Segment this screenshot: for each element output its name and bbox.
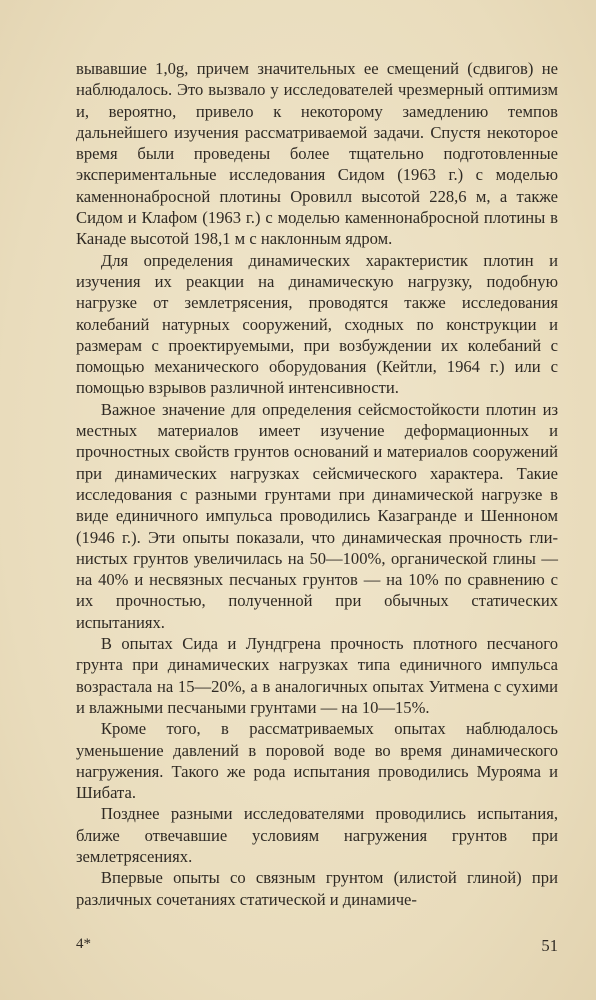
- page-footer: [76, 936, 558, 956]
- paragraph-3: Важное значение для определения сейсмостойкости плотин из местных материалов имеет изучение деформационных и прочностных свойств грунтов оснований и материалов сооружений при динамических нагрузках сейсмического характера. Такие исследования с разными грунтами при динамической нагрузке в виде единичного импульса проводились Казагранде и Шенноном (1946 г.). Эти опыты показали, что динамическая прочность глинистых грунтов увеличилась на 50—100%, органической глины — на 40% и несвязных песчаных грунтов — на 10% по сравнению с их прочностью, полученной при обычных статических испытаниях.: [76, 399, 558, 632]
- paragraph-7: Впервые опыты со связным грунтом (илистой глиной) при различных сочетаниях статической и динамиче-: [76, 868, 558, 909]
- page-number: 51: [541, 936, 558, 955]
- paragraph-4: В опытах Сида и Лундгрена прочность плотного песчаного грунта при динамических нагрузках типа единичного импульса возрастала на 15—20%, а в аналогичных опытах Уитмена с сухими и влажными песчаными грунтами — на 10—15%.: [76, 634, 558, 717]
- signature-mark: 4*: [76, 936, 91, 952]
- page-body: [76, 58, 558, 910]
- paragraph-6: Позднее разными исследователями проводились испытания, ближе отвечавшие условиям нагружения грунтов при землетрясениях.: [76, 804, 558, 866]
- paragraph-2: Для определения динамических характеристик плотин и изучения их реакции на динамическую нагрузку, подобную нагрузке от землетрясения, проводятся также исследования колебаний натурных сооружений, сходных по конструкции и размерам с проектируемыми, при возбуждении их колебаний с помощью механического оборудования (Кейтли, 1964 г.) или с помощью взрывов различной интенсивности.: [76, 250, 558, 398]
- paragraph-5: Кроме того, в рассматриваемых опытах наблюдалось уменьшение давлений в поровой воде во время динамического нагружения. Такого же рода испытания проводились Муроямa и Шибата.: [76, 719, 558, 803]
- paragraph-1: вывавшие 1,0g, причем значительных ее смещений (сдвигов) не наблюдалось. Это вызвало у исследователей чрезмерный оптимизм и, вероятно, привело к некоторому замедлению темпов дальнейшего изучения рассматриваемой задачи. Спустя некоторое время были проведены более тщательно подготовленные экспериментальные исследования Сидом (1963 г.) с моделью каменнонабросной плотины Оровилл высотой 228,6 м, а также Сидом и Клафом (1963 г.) с моделью каменнонабросной плотины в Канаде высотой 198,1 м с наклонным ядром.: [76, 59, 558, 249]
